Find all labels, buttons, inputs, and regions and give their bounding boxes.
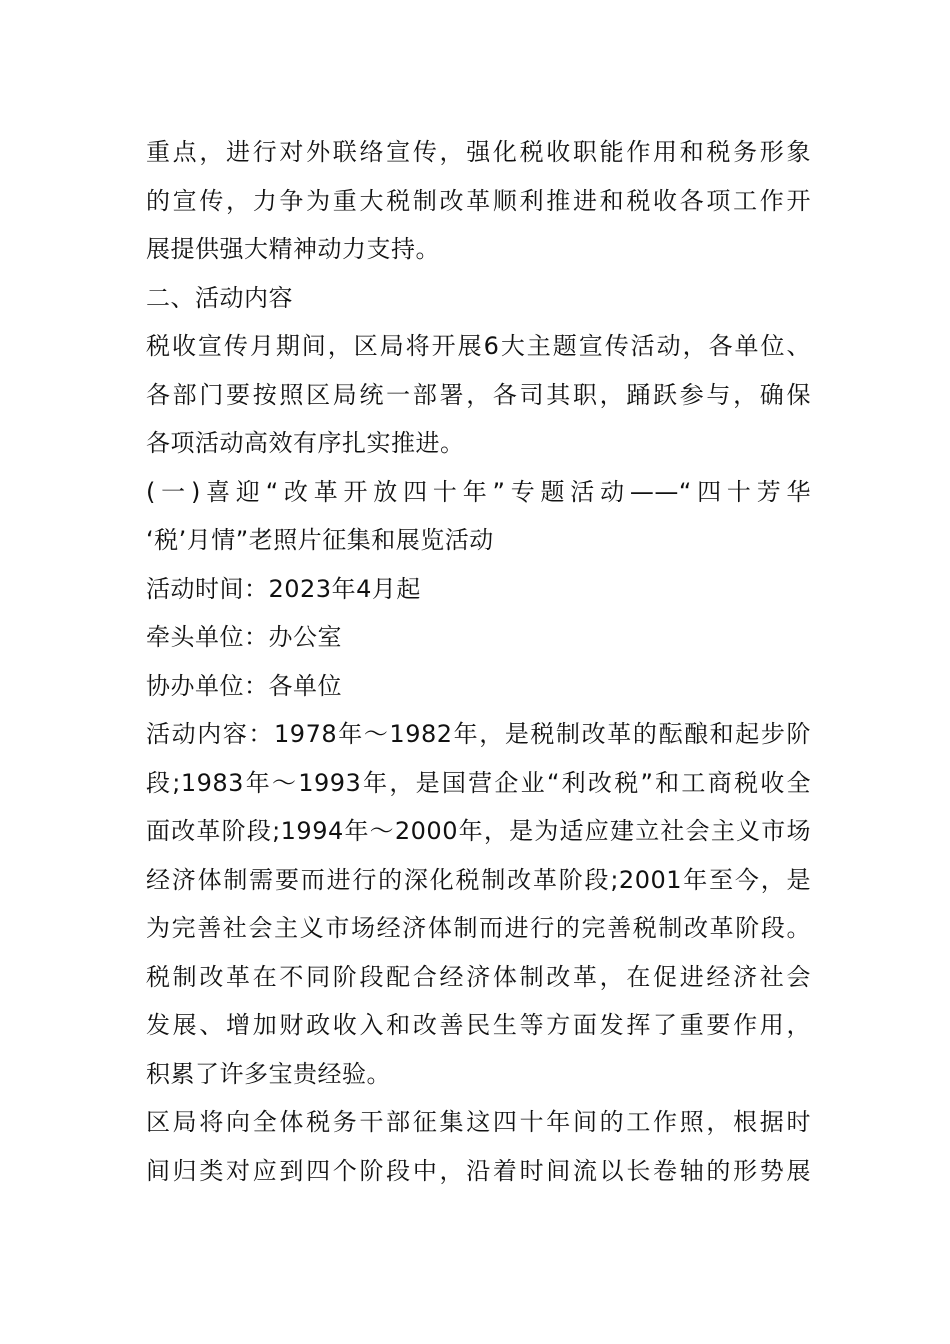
subsection-heading: ‘税’月情”老照片征集和展览活动 — [146, 526, 494, 554]
text-line: 间归类对应到四个阶段中，沿着时间流以长卷轴的形势展 — [146, 1156, 811, 1185]
text-line: 活动内容：1978年～1982年，是税制改革的酝酿和起步阶 — [146, 720, 811, 748]
subsection-heading: (一)喜迎“改革开放四十年”专题活动——“四十芳华 — [146, 477, 811, 506]
body-text — [146, 128, 811, 1195]
text-line: 段;1983年～1993年，是国营企业“利改税”和工商税收全 — [146, 768, 811, 797]
text-line: 积累了许多宝贵经验。 — [146, 1059, 391, 1088]
text-line: 发展、增加财政收入和改善民生等方面发挥了重要作用， — [146, 1011, 811, 1039]
text-line: 各项活动高效有序扎实推进。 — [146, 429, 465, 457]
section-heading: 二、活动内容 — [146, 283, 293, 312]
text-line: 面改革阶段;1994年～2000年，是为适应建立社会主义市场 — [146, 817, 811, 845]
text-line: 各部门要按照区局统一部署，各司其职，踊跃参与，确保 — [146, 380, 811, 409]
text-line: 重点，进行对外联络宣传，强化税收职能作用和税务形象 — [146, 138, 811, 166]
text-line: 区局将向全体税务干部征集这四十年间的工作照，根据时 — [146, 1108, 811, 1136]
text-line: 税制改革在不同阶段配合经济体制改革，在促进经济社会 — [146, 962, 811, 991]
text-line: 为完善社会主义市场经济体制而进行的完善税制改革阶段。 — [146, 914, 811, 942]
assisting-unit: 协办单位：各单位 — [146, 671, 342, 700]
lead-unit: 牵头单位：办公室 — [146, 623, 342, 651]
text-line: 税收宣传月期间，区局将开展6大主题宣传活动，各单位、 — [146, 332, 811, 360]
text-line: 展提供强大精神动力支持。 — [146, 235, 440, 263]
text-line: 经济体制需要而进行的深化税制改革阶段;2001年至今，是 — [146, 865, 811, 894]
text-line: 的宣传，力争为重大税制改革顺利推进和税收各项工作开 — [146, 186, 811, 215]
activity-time: 活动时间：2023年4月起 — [146, 574, 421, 603]
